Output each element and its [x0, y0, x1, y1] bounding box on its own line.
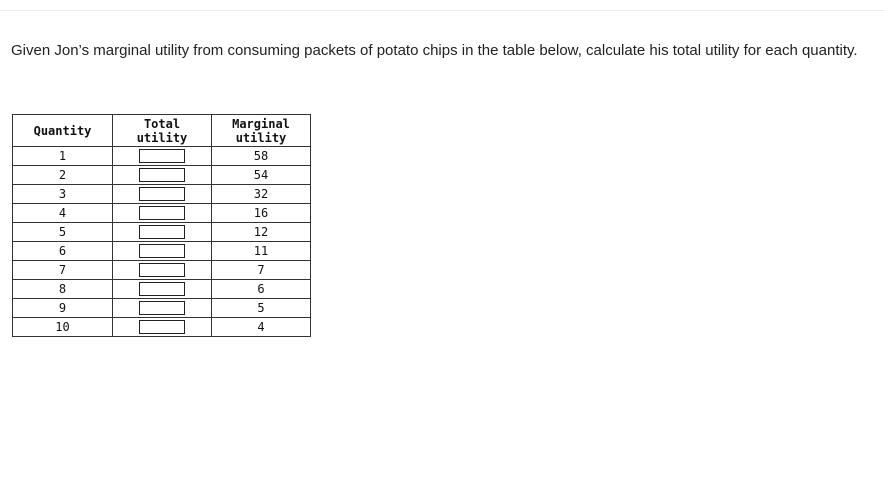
table-row	[13, 147, 311, 166]
table-row	[13, 242, 311, 261]
table-row	[13, 223, 311, 242]
total-utility-input[interactable]	[139, 149, 185, 163]
total-utility-input[interactable]	[139, 282, 185, 296]
header-total-utility-line2: utility	[136, 130, 188, 145]
total-utility-cell	[113, 242, 212, 261]
total-utility-input[interactable]	[139, 187, 185, 201]
marginal-utility-cell: 32	[212, 185, 311, 204]
total-utility-cell	[113, 166, 212, 185]
total-utility-cell	[113, 299, 212, 318]
table-row	[13, 318, 311, 337]
marginal-utility-cell: 5	[212, 299, 311, 318]
marginal-utility-cell: 4	[212, 318, 311, 337]
quantity-cell: 3	[13, 185, 113, 204]
top-divider	[0, 10, 884, 11]
quantity-cell: 9	[13, 299, 113, 318]
header-marginal-utility-line1: Marginal	[232, 116, 290, 131]
quantity-cell: 4	[13, 204, 113, 223]
table-row	[13, 299, 311, 318]
header-total-utility-line1: Total	[143, 116, 181, 131]
total-utility-input[interactable]	[139, 301, 185, 315]
total-utility-cell	[113, 261, 212, 280]
marginal-utility-cell: 6	[212, 280, 311, 299]
total-utility-cell	[113, 280, 212, 299]
total-utility-cell	[113, 204, 212, 223]
quantity-cell: 10	[13, 318, 113, 337]
quantity-cell: 2	[13, 166, 113, 185]
quantity-cell: 1	[13, 147, 113, 166]
total-utility-cell	[113, 318, 212, 337]
header-total-utility	[113, 115, 212, 147]
total-utility-input[interactable]	[139, 263, 185, 277]
marginal-utility-cell: 11	[212, 242, 311, 261]
table-header-row	[13, 115, 311, 147]
total-utility-input[interactable]	[139, 244, 185, 258]
total-utility-cell	[113, 185, 212, 204]
utility-table	[12, 114, 311, 337]
quantity-cell: 6	[13, 242, 113, 261]
table-row	[13, 166, 311, 185]
total-utility-cell	[113, 147, 212, 166]
quantity-cell: 5	[13, 223, 113, 242]
header-marginal-utility	[212, 115, 311, 147]
table-row	[13, 261, 311, 280]
total-utility-cell	[113, 223, 212, 242]
header-quantity-label: Quantity	[33, 123, 92, 138]
quantity-cell: 8	[13, 280, 113, 299]
marginal-utility-cell: 12	[212, 223, 311, 242]
table-row	[13, 280, 311, 299]
total-utility-input[interactable]	[139, 168, 185, 182]
table-row	[13, 185, 311, 204]
total-utility-input[interactable]	[139, 206, 185, 220]
table-row	[13, 204, 311, 223]
total-utility-input[interactable]	[139, 225, 185, 239]
question-text: Given Jon’s marginal utility from consuming packets of potato chips in the table below, calculate his total utility for each quantity.	[11, 42, 858, 59]
quantity-cell: 7	[13, 261, 113, 280]
marginal-utility-cell: 58	[212, 147, 311, 166]
total-utility-input[interactable]	[139, 320, 185, 334]
marginal-utility-cell: 7	[212, 261, 311, 280]
header-marginal-utility-line2: utility	[235, 130, 287, 145]
marginal-utility-cell: 16	[212, 204, 311, 223]
header-quantity	[13, 115, 113, 147]
marginal-utility-cell: 54	[212, 166, 311, 185]
